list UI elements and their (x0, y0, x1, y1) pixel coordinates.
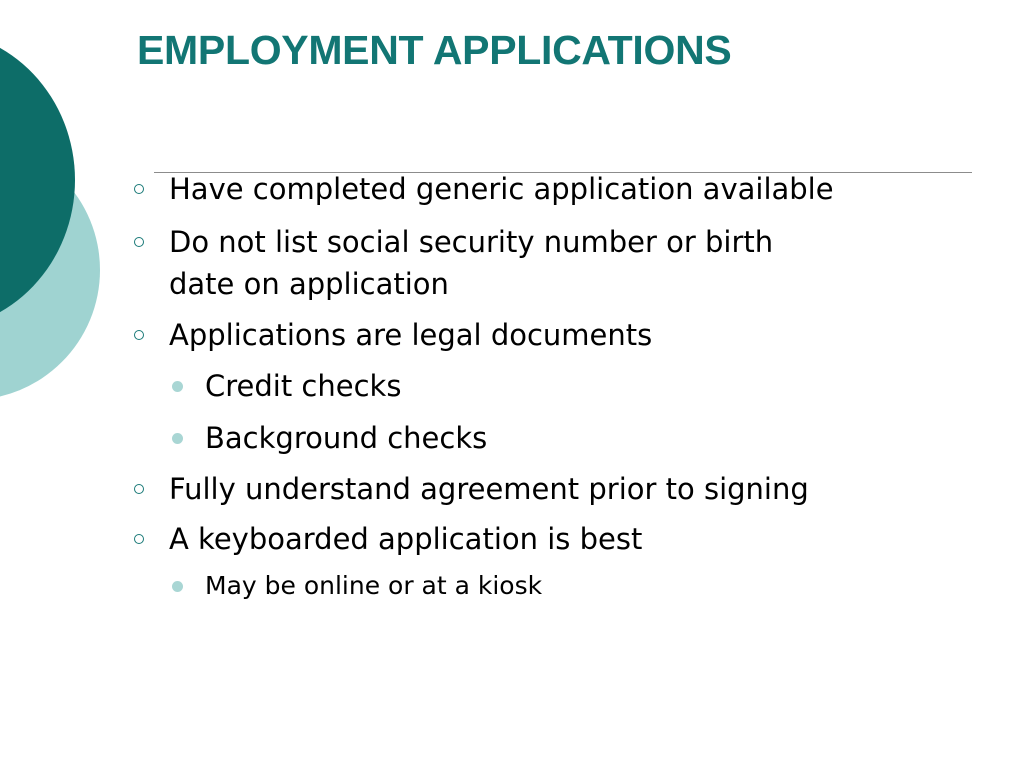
ring-bullet-icon (134, 484, 144, 494)
bullet-text: Have completed generic application available (169, 172, 834, 206)
sub-bullet-text: May be online or at a kiosk (205, 571, 543, 600)
sub-bullet-item (205, 418, 487, 458)
sub-bullet-item (205, 568, 542, 604)
dot-bullet-icon (172, 433, 183, 444)
bullet-item (169, 518, 642, 560)
bullet-text: A keyboarded application is best (169, 522, 643, 556)
ring-bullet-icon (134, 534, 144, 544)
dot-bullet-icon (172, 581, 183, 592)
bullet-item (169, 168, 834, 210)
ring-bullet-icon (134, 184, 144, 194)
bullet-text: Applications are legal documents (169, 318, 653, 352)
dot-bullet-icon (172, 381, 183, 392)
bullet-text-line: date on application (169, 267, 449, 301)
bullet-text: Fully understand agreement prior to signing (169, 472, 809, 506)
bullet-item (169, 221, 773, 305)
sub-bullet-item (205, 366, 401, 406)
ring-bullet-icon (134, 330, 144, 340)
sub-bullet-text: Background checks (205, 421, 488, 455)
bullet-text-line: Do not list social security number or birth (169, 225, 774, 259)
ring-bullet-icon (134, 237, 144, 247)
bullet-item (169, 314, 652, 356)
bullet-item (169, 468, 809, 510)
slide-title: EMPLOYMENT APPLICATIONS (137, 27, 732, 73)
sub-bullet-text: Credit checks (205, 369, 402, 403)
